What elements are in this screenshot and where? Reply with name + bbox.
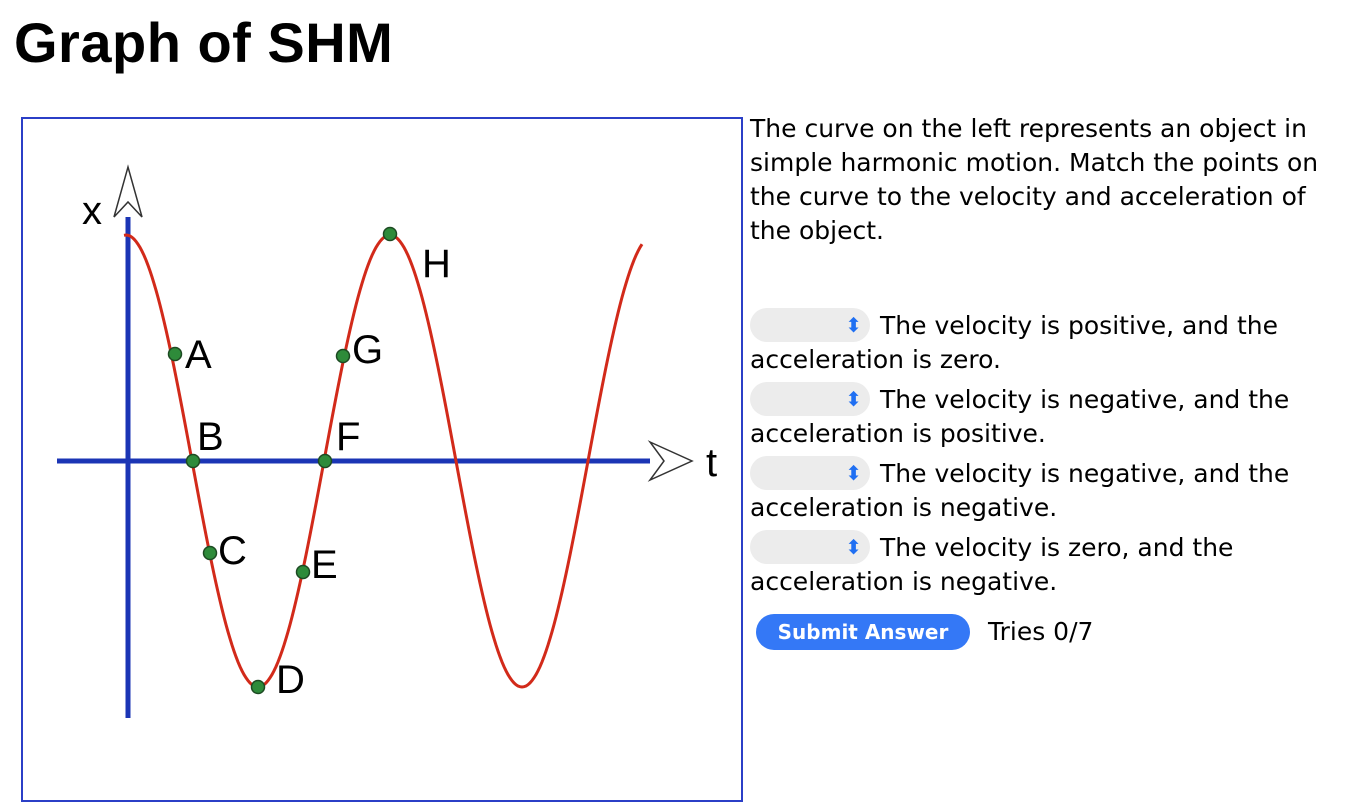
point-g bbox=[337, 350, 350, 363]
match-text-1b: acceleration is zero. bbox=[750, 345, 1001, 374]
point-label-c: C bbox=[218, 529, 247, 573]
x-axis-label: x bbox=[82, 189, 102, 233]
tries-counter: Tries 0/7 bbox=[988, 617, 1094, 646]
chevron-updown-icon: ⬍ bbox=[845, 313, 862, 337]
point-h bbox=[384, 228, 397, 241]
submit-answer-button[interactable]: Submit Answer bbox=[756, 614, 970, 650]
match-item-2 bbox=[750, 380, 1350, 454]
answer-select-4[interactable] bbox=[750, 530, 870, 564]
t-axis-label: t bbox=[706, 441, 718, 485]
match-item-3 bbox=[750, 454, 1350, 528]
t-axis-arrow bbox=[650, 442, 692, 480]
x-axis-arrow bbox=[114, 167, 142, 217]
answer-select-2[interactable] bbox=[750, 382, 870, 416]
match-text-2a: The velocity is negative, and the bbox=[880, 385, 1290, 414]
chevron-updown-icon: ⬍ bbox=[845, 387, 862, 411]
point-label-g: G bbox=[352, 328, 384, 372]
point-label-f: F bbox=[336, 415, 361, 459]
point-label-h: H bbox=[422, 242, 451, 286]
point-label-d: D bbox=[276, 658, 305, 702]
chevron-updown-icon: ⬍ bbox=[845, 461, 862, 485]
shm-graph bbox=[21, 117, 743, 802]
match-item-4 bbox=[750, 528, 1350, 602]
answer-select-1[interactable] bbox=[750, 308, 870, 342]
answer-select-3[interactable] bbox=[750, 456, 870, 490]
point-d bbox=[252, 681, 265, 694]
chevron-updown-icon: ⬍ bbox=[845, 535, 862, 559]
match-text-3a: The velocity is negative, and the bbox=[880, 459, 1290, 488]
match-text-1a: The velocity is positive, and the bbox=[880, 311, 1278, 340]
point-label-e: E bbox=[311, 543, 338, 587]
shm-graph-svg bbox=[2, 2, 762, 807]
match-text-2b: acceleration is positive. bbox=[750, 419, 1046, 448]
point-a bbox=[169, 348, 182, 361]
match-text-4a: The velocity is zero, and the bbox=[880, 533, 1234, 562]
point-e bbox=[297, 566, 310, 579]
point-label-a: A bbox=[185, 333, 212, 377]
match-text-4b: acceleration is negative. bbox=[750, 567, 1058, 596]
question-prompt: The curve on the left represents an object in simple harmonic motion. Match the points on the curve to the velocity and acceleration of the object. bbox=[750, 114, 1319, 245]
question-panel bbox=[750, 112, 1350, 650]
point-label-b: B bbox=[197, 415, 224, 459]
page-title: Graph of SHM bbox=[14, 11, 394, 74]
match-item-1 bbox=[750, 306, 1350, 380]
match-text-3b: acceleration is negative. bbox=[750, 493, 1058, 522]
submit-row bbox=[750, 614, 1350, 650]
point-f bbox=[319, 455, 332, 468]
point-c bbox=[204, 547, 217, 560]
